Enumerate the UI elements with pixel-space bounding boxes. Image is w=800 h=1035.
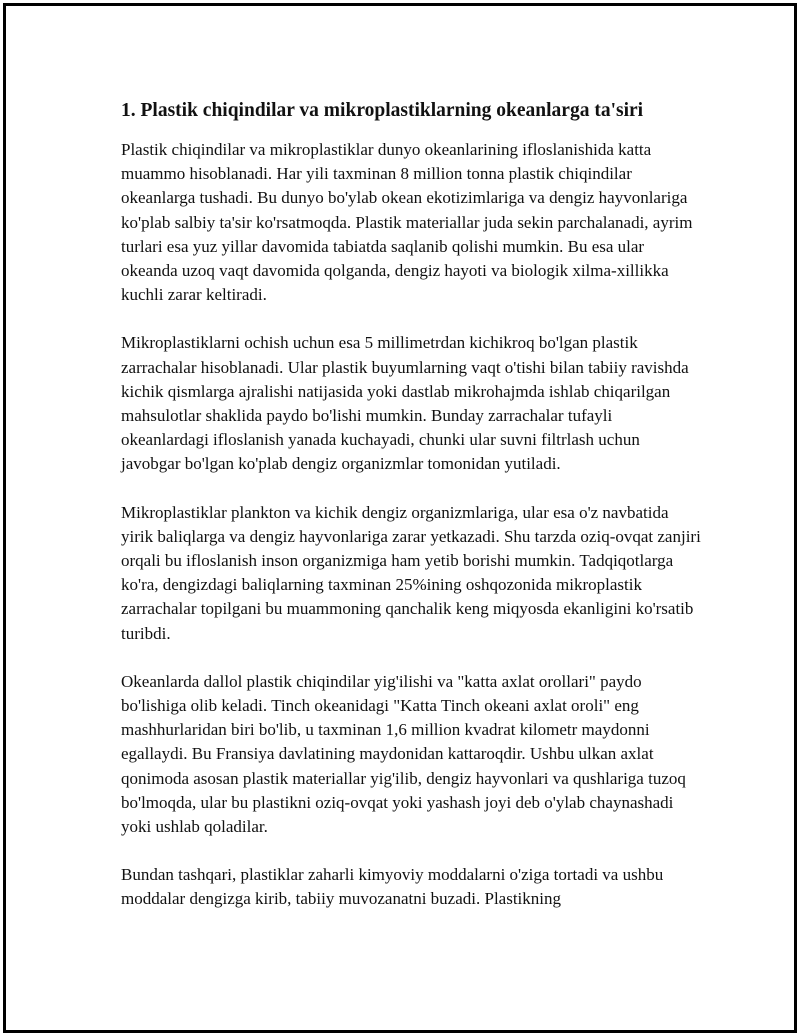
- document-body: [121, 98, 701, 936]
- document-page: [3, 3, 797, 1033]
- section-heading: 1. Plastik chiqindilar va mikroplastiklarning okeanlarga ta'siri: [121, 100, 644, 121]
- paragraph-1: Plastik chiqindilar va mikroplastiklar dunyo okeanlarining ifloslanishida katta muammo hisoblanadi. Har yili taxminan 8 million tonna plastik chiqindilar okeanlarga tushadi. Bu dunyo bo'ylab okean ekotizimlariga va dengiz hayvonlariga ko'plab salbiy ta'sir ko'rsatmoqda. Plastik materiallar juda sekin parchalanadi, ayrim turlari esa yuz yillar davomida tabiatda saqlanib qolishi mumkin. Bu esa ular okeanda uzoq vaqt davomida qolganda, dengiz hayoti va biologik xilma-xillikka kuchli zarar keltiradi.: [121, 140, 693, 305]
- paragraph-5: Bundan tashqari, plastiklar zaharli kimyoviy moddalarni o'ziga tortadi va ushbu moddalar dengizga kirib, tabiiy muvozanatni buzadi. Plastikning: [121, 865, 664, 909]
- paragraph-3: Mikroplastiklar plankton va kichik dengiz organizmlariga, ular esa o'z navbatida yirik baliqlarga va dengiz hayvonlariga zarar yetkazadi. Shu tarzda oziq-ovqat zanjiri orqali bu ifloslanish inson organizmiga ham yetib borishi mumkin. Tadqiqotlarga ko'ra, dengizdagi baliqlarning taxminan 25%ining oshqozonida mikroplastik zarrachalar topilgani bu muammoning qanchalik keng miqyosda ekanligini ko'rsatib turibdi.: [121, 502, 701, 643]
- paragraph-4: Okeanlarda dallol plastik chiqindilar yig'ilishi va "katta axlat orollari" paydo bo'lishiga olib keladi. Tinch okeanidagi "Katta Tinch okeani axlat oroli" eng mashhurlaridan biri bo'lib, u taxminan 1,6 million kvadrat kilometr maydonni egallaydi. Bu Fransiya davlatining maydonidan kattaroqdir. Ushbu ulkan axlat qonimoda asosan plastik materiallar yig'ilib, dengiz hayvonlari va qushlariga tuzoq bo'lmoqda, ular bu plastikni oziq-ovqat yoki yashash joyi deb o'ylab chaynashadi yoki ushlab qoladilar.: [121, 671, 686, 837]
- paragraph-2: Mikroplastiklarni ochish uchun esa 5 millimetrdan kichikroq bo'lgan plastik zarrachalar hisoblanadi. Ular plastik buyumlarning vaqt o'tishi bilan tabiiy ravishda kichik qismlarga ajralishi natijasida yoki dastlab mikrohajmda ishlab chiqarilgan mahsulotlar shaklida paydo bo'lishi mumkin. Bunday zarrachalar tufayli okeanlardagi ifloslanish yanada kuchayadi, chunki ular suvni filtrlash uchun javobgar bo'lgan ko'plab dengiz organizmlar tomonidan yutiladi.: [121, 333, 689, 474]
